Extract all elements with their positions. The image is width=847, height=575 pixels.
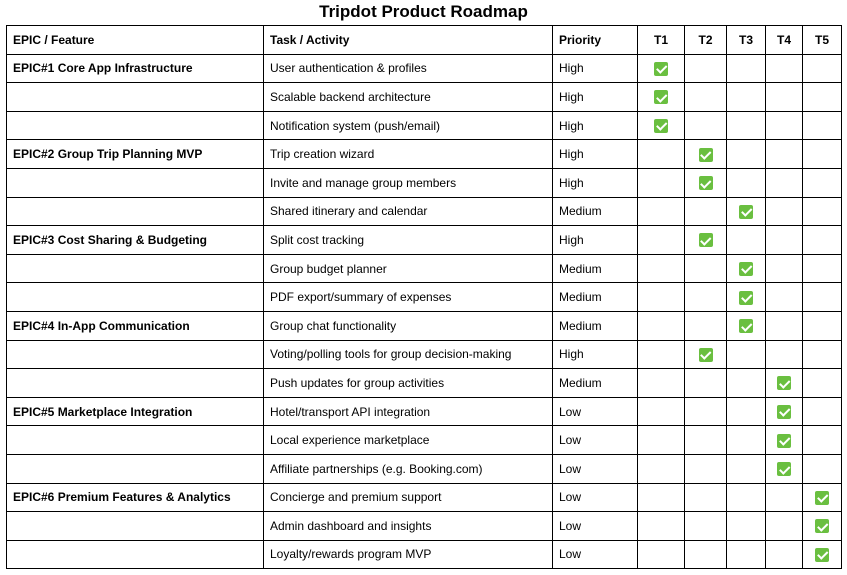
roadmap-body <box>7 54 842 569</box>
task-cell: Voting/polling tools for group decision-making <box>264 340 553 369</box>
phase-cell-t4 <box>766 512 803 541</box>
check-mark-icon <box>699 148 713 162</box>
check-mark-icon <box>699 348 713 362</box>
table-row <box>7 83 842 112</box>
phase-cell-t2 <box>685 512 727 541</box>
phase-cell-t3 <box>727 140 766 169</box>
phase-cell-t2 <box>685 311 727 340</box>
phase-cell-t4 <box>766 340 803 369</box>
phase-cell-t2 <box>685 397 727 426</box>
task-cell: Trip creation wizard <box>264 140 553 169</box>
priority-cell: Medium <box>553 283 638 312</box>
check-mark-icon <box>815 491 829 505</box>
epic-cell <box>7 426 264 455</box>
phase-cell-t3 <box>727 454 766 483</box>
phase-cell-t3 <box>727 168 766 197</box>
phase-cell-t5 <box>803 540 842 569</box>
phase-cell-t1 <box>638 254 685 283</box>
task-cell: Invite and manage group members <box>264 168 553 197</box>
phase-cell-t2 <box>685 540 727 569</box>
priority-cell: High <box>553 54 638 83</box>
priority-cell: Low <box>553 454 638 483</box>
task-cell: Concierge and premium support <box>264 483 553 512</box>
priority-cell: High <box>553 226 638 255</box>
epic-cell <box>7 111 264 140</box>
phase-cell-t4 <box>766 483 803 512</box>
phase-cell-t2 <box>685 426 727 455</box>
phase-cell-t3 <box>727 483 766 512</box>
phase-cell-t1 <box>638 283 685 312</box>
roadmap-title: Tripdot Product Roadmap <box>319 2 528 21</box>
table-row <box>7 226 842 255</box>
phase-cell-t3 <box>727 512 766 541</box>
phase-cell-t5 <box>803 111 842 140</box>
phase-cell-t5 <box>803 226 842 255</box>
header-t3: T3 <box>727 26 766 55</box>
priority-cell: Low <box>553 540 638 569</box>
phase-cell-t1 <box>638 168 685 197</box>
table-row <box>7 483 842 512</box>
task-cell: PDF export/summary of expenses <box>264 283 553 312</box>
priority-cell: High <box>553 83 638 112</box>
phase-cell-t3 <box>727 254 766 283</box>
phase-cell-t5 <box>803 454 842 483</box>
table-row <box>7 454 842 483</box>
phase-cell-t3 <box>727 426 766 455</box>
check-mark-icon <box>777 462 791 476</box>
check-mark-icon <box>654 119 668 133</box>
table-row <box>7 54 842 83</box>
epic-cell <box>7 454 264 483</box>
priority-cell: Medium <box>553 311 638 340</box>
phase-cell-t5 <box>803 54 842 83</box>
priority-cell: Medium <box>553 254 638 283</box>
phase-cell-t4 <box>766 83 803 112</box>
header-t2: T2 <box>685 26 727 55</box>
table-row <box>7 254 842 283</box>
phase-cell-t2 <box>685 369 727 398</box>
phase-cell-t5 <box>803 426 842 455</box>
phase-cell-t4 <box>766 311 803 340</box>
epic-cell: EPIC#2 Group Trip Planning MVP <box>7 140 264 169</box>
check-mark-icon <box>654 62 668 76</box>
table-row <box>7 540 842 569</box>
task-cell: User authentication & profiles <box>264 54 553 83</box>
phase-cell-t2 <box>685 283 727 312</box>
task-cell: Shared itinerary and calendar <box>264 197 553 226</box>
table-row <box>7 283 842 312</box>
check-mark-icon <box>739 262 753 276</box>
phase-cell-t2 <box>685 140 727 169</box>
epic-cell <box>7 540 264 569</box>
epic-cell: EPIC#4 In-App Communication <box>7 311 264 340</box>
phase-cell-t3 <box>727 340 766 369</box>
header-task: Task / Activity <box>264 26 553 55</box>
check-mark-icon <box>815 519 829 533</box>
phase-cell-t4 <box>766 397 803 426</box>
phase-cell-t4 <box>766 197 803 226</box>
epic-cell <box>7 83 264 112</box>
roadmap-table <box>6 25 842 569</box>
check-mark-icon <box>739 205 753 219</box>
phase-cell-t4 <box>766 111 803 140</box>
header-row <box>7 26 842 55</box>
task-cell: Push updates for group activities <box>264 369 553 398</box>
phase-cell-t1 <box>638 340 685 369</box>
table-row <box>7 168 842 197</box>
phase-cell-t1 <box>638 512 685 541</box>
epic-cell: EPIC#3 Cost Sharing & Budgeting <box>7 226 264 255</box>
check-mark-icon <box>777 376 791 390</box>
table-row <box>7 426 842 455</box>
phase-cell-t1 <box>638 197 685 226</box>
check-mark-icon <box>739 319 753 333</box>
phase-cell-t5 <box>803 483 842 512</box>
phase-cell-t3 <box>727 197 766 226</box>
priority-cell: Medium <box>553 369 638 398</box>
phase-cell-t5 <box>803 254 842 283</box>
phase-cell-t2 <box>685 454 727 483</box>
task-cell: Notification system (push/email) <box>264 111 553 140</box>
table-row <box>7 311 842 340</box>
phase-cell-t2 <box>685 168 727 197</box>
check-mark-icon <box>777 405 791 419</box>
phase-cell-t1 <box>638 111 685 140</box>
task-cell: Local experience marketplace <box>264 426 553 455</box>
task-cell: Scalable backend architecture <box>264 83 553 112</box>
header-priority: Priority <box>553 26 638 55</box>
phase-cell-t4 <box>766 168 803 197</box>
phase-cell-t1 <box>638 426 685 455</box>
priority-cell: Low <box>553 483 638 512</box>
phase-cell-t2 <box>685 340 727 369</box>
epic-cell: EPIC#5 Marketplace Integration <box>7 397 264 426</box>
epic-cell <box>7 283 264 312</box>
table-row <box>7 340 842 369</box>
header-epic: EPIC / Feature <box>7 26 264 55</box>
task-cell: Hotel/transport API integration <box>264 397 553 426</box>
task-cell: Group budget planner <box>264 254 553 283</box>
phase-cell-t5 <box>803 140 842 169</box>
phase-cell-t3 <box>727 397 766 426</box>
phase-cell-t1 <box>638 369 685 398</box>
phase-cell-t4 <box>766 283 803 312</box>
check-mark-icon <box>654 90 668 104</box>
epic-cell: EPIC#1 Core App Infrastructure <box>7 54 264 83</box>
check-mark-icon <box>777 434 791 448</box>
phase-cell-t1 <box>638 540 685 569</box>
epic-cell <box>7 254 264 283</box>
priority-cell: Low <box>553 397 638 426</box>
phase-cell-t5 <box>803 512 842 541</box>
check-mark-icon <box>699 176 713 190</box>
phase-cell-t1 <box>638 454 685 483</box>
phase-cell-t1 <box>638 483 685 512</box>
check-mark-icon <box>739 291 753 305</box>
epic-cell <box>7 197 264 226</box>
phase-cell-t2 <box>685 83 727 112</box>
phase-cell-t5 <box>803 197 842 226</box>
phase-cell-t1 <box>638 226 685 255</box>
phase-cell-t1 <box>638 311 685 340</box>
phase-cell-t5 <box>803 83 842 112</box>
task-cell: Group chat functionality <box>264 311 553 340</box>
phase-cell-t3 <box>727 283 766 312</box>
phase-cell-t2 <box>685 111 727 140</box>
phase-cell-t4 <box>766 426 803 455</box>
phase-cell-t2 <box>685 54 727 83</box>
phase-cell-t5 <box>803 283 842 312</box>
phase-cell-t3 <box>727 226 766 255</box>
phase-cell-t3 <box>727 369 766 398</box>
phase-cell-t3 <box>727 111 766 140</box>
epic-cell <box>7 168 264 197</box>
task-cell: Affiliate partnerships (e.g. Booking.com) <box>264 454 553 483</box>
check-mark-icon <box>699 233 713 247</box>
table-row <box>7 397 842 426</box>
phase-cell-t2 <box>685 254 727 283</box>
priority-cell: Medium <box>553 197 638 226</box>
epic-cell: EPIC#6 Premium Features & Analytics <box>7 483 264 512</box>
phase-cell-t3 <box>727 54 766 83</box>
phase-cell-t5 <box>803 311 842 340</box>
phase-cell-t5 <box>803 340 842 369</box>
epic-cell <box>7 340 264 369</box>
phase-cell-t5 <box>803 168 842 197</box>
phase-cell-t3 <box>727 311 766 340</box>
header-t5: T5 <box>803 26 842 55</box>
priority-cell: Low <box>553 426 638 455</box>
table-row <box>7 140 842 169</box>
phase-cell-t4 <box>766 369 803 398</box>
table-row <box>7 197 842 226</box>
phase-cell-t2 <box>685 483 727 512</box>
phase-cell-t3 <box>727 83 766 112</box>
priority-cell: Low <box>553 512 638 541</box>
phase-cell-t4 <box>766 254 803 283</box>
phase-cell-t4 <box>766 54 803 83</box>
phase-cell-t1 <box>638 54 685 83</box>
priority-cell: High <box>553 340 638 369</box>
header-t1: T1 <box>638 26 685 55</box>
phase-cell-t1 <box>638 140 685 169</box>
phase-cell-t4 <box>766 140 803 169</box>
phase-cell-t5 <box>803 397 842 426</box>
check-mark-icon <box>815 548 829 562</box>
table-row <box>7 111 842 140</box>
phase-cell-t4 <box>766 226 803 255</box>
phase-cell-t4 <box>766 540 803 569</box>
phase-cell-t5 <box>803 369 842 398</box>
epic-cell <box>7 369 264 398</box>
phase-cell-t2 <box>685 226 727 255</box>
epic-cell <box>7 512 264 541</box>
header-t4: T4 <box>766 26 803 55</box>
table-row <box>7 512 842 541</box>
phase-cell-t1 <box>638 397 685 426</box>
task-cell: Split cost tracking <box>264 226 553 255</box>
task-cell: Admin dashboard and insights <box>264 512 553 541</box>
task-cell: Loyalty/rewards program MVP <box>264 540 553 569</box>
priority-cell: High <box>553 111 638 140</box>
phase-cell-t2 <box>685 197 727 226</box>
phase-cell-t3 <box>727 540 766 569</box>
phase-cell-t1 <box>638 83 685 112</box>
table-row <box>7 369 842 398</box>
priority-cell: High <box>553 140 638 169</box>
phase-cell-t4 <box>766 454 803 483</box>
priority-cell: High <box>553 168 638 197</box>
